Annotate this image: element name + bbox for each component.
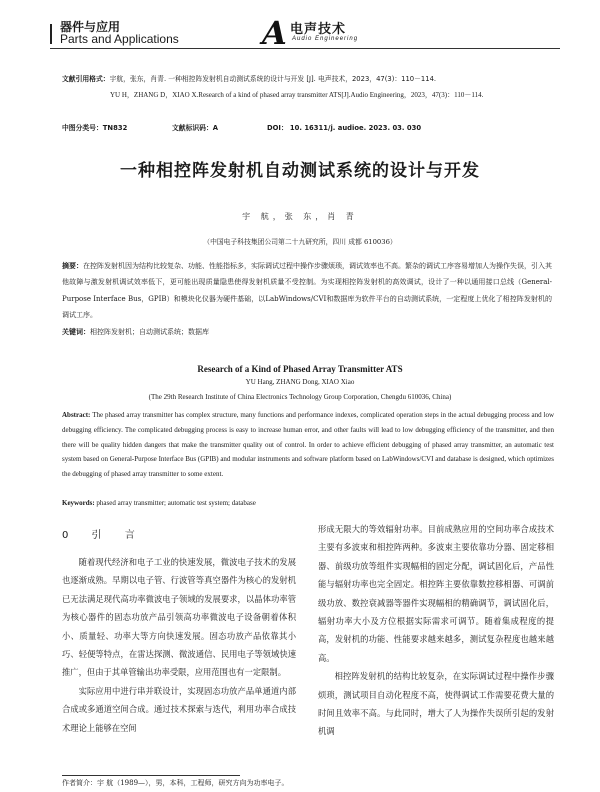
- citation-label: 文献引用格式：: [62, 75, 110, 83]
- paper-title-en: Research of a Kind of Phased Array Transmitter ATS: [197, 364, 403, 374]
- doi-value: 10. 16311/j. audioe. 2023. 03. 030: [289, 124, 422, 132]
- keywords-cn: [62, 327, 552, 337]
- body-column-right: [318, 520, 554, 741]
- journal-section-en: Parts and Applications: [60, 32, 179, 46]
- paragraph: 实际应用中进行串并联设计，实现固态功放产品单通道内部合成或多通道空间合成。通过技术探索与迭代，利用功率合成技术理论上能够在空间: [62, 685, 296, 733]
- affiliation-cn: （中国电子科技集团公司第二十九研究所，四川 成都 610036）: [203, 238, 397, 246]
- header-rule: [50, 48, 560, 49]
- section-heading-intro: 0 引 言: [62, 530, 145, 541]
- author-footnote: 作者简介：宇 航（1989—），男，本科，工程师，研究方向为功率电子。: [62, 779, 289, 787]
- abstract-label-cn: 摘要：: [62, 262, 83, 270]
- doc-code-value: A: [212, 124, 219, 132]
- clc-label: 中图分类号：: [62, 124, 103, 132]
- paragraph: 相控阵发射机的结构比较复杂，在实际调试过程中操作步骤烦琐，测试项目自动化程度不高，使得调试工作需要花费大量的时间且效率不高。与此同时，增大了人为操作失误所引起的发射机调: [318, 671, 554, 737]
- keywords-label-cn: 关键词：: [62, 328, 90, 336]
- citation-cn: [62, 72, 552, 86]
- abstract-text-en: The phased array transmitter has complex structure, many functions and performance indexes, complicated operation steps in the actual debugging process and low debugging efficiency. The complicated debugging process is easy to increase human error, and other faults will lead to low debugging efficiency of the transmitter, and then there will be quality hidden dangers that make the transmitter quality out of control. In order to achieve efficient debugging of phased array transmitter, an automatic test system based on General-Purpose Interface Bus (GPIB) and modular instruments and software platform based on LabWindows/CVI and database is designed, which optimizes the debugging of phased array transmitter to some extent.: [62, 411, 555, 479]
- journal-section-header: [50, 18, 210, 48]
- logo-letter: A: [262, 14, 287, 52]
- abstract-en: [62, 408, 554, 482]
- doc-code-label: 文献标识码：: [172, 124, 213, 132]
- footnote-rule: [62, 775, 240, 776]
- paragraph: 随着现代经济和电子工业的快速发展，微波电子技术的发展也逐渐成熟。早期以电子管、行波管等真空器件为核心的发射机已无法满足现代高功率微波电子领域的发展要求，以晶体功率管为核心器件的固态功放产品引领高功率微波电子设备朝着体积小、质量轻、功率大等方向快速发展。固态功放产品依靠其小巧、轻便等特点，在雷达探测、微波通信、民用电子等领域快速推广，但由于其单管输出功率受限，应用范围也有一定限制。: [62, 557, 296, 678]
- abstract-text-cn: 在控阵发射机因为结构比较复杂、功能、性能指标多，实际调试过程中操作步骤烦琐，调试效率也不高。繁杂的调试工序容易增加人为操作失误，引入其他故障与激发射机调试效率低下，更可能出现质量隐患使得发射机质量不受控制。为实现相控阵发射机的高效调试，设计了一种以通用接口总线（General-Purpose Interface Bus，GPIB）和模块化仪器为硬件基础，以LabWindows/CVI和数据库为软件平台的自动测试系统，一定程度上优化了相控阵发射机的调试工序。: [62, 262, 552, 319]
- logo-title-en: Audio Engineering: [292, 36, 359, 42]
- abstract-label-en: Abstract:: [62, 411, 91, 419]
- keywords-text-cn: 相控阵发射机；自动测试系统；数据库: [90, 328, 209, 336]
- keywords-text-en: phased array transmitter; automatic test system; database: [96, 499, 256, 507]
- body-column-left: [62, 553, 296, 737]
- keywords-en: [62, 499, 554, 507]
- keywords-label-en: Keywords:: [62, 499, 95, 507]
- abstract-cn: [62, 258, 552, 323]
- authors-en: YU Hang, ZHANG Dong, XIAO Xiao: [245, 378, 355, 386]
- authors-cn: 宇 航，张 东，肖 青: [242, 212, 358, 221]
- logo-title-cn: 电声技术: [290, 22, 347, 37]
- header-bracket: [50, 24, 60, 44]
- affiliation-en: (The 29th Research Institute of China Electronics Technology Group Corporation, Chengdu 610036, China): [148, 393, 452, 401]
- journal-section-cn: 器件与应用: [60, 20, 121, 34]
- citation-text-en: YU H，ZHANG D，XIAO X.Research of a kind of phased array transmitter ATS[J].Audio Engineering，2023，47(3)：110－114.: [110, 91, 484, 99]
- citation-text-cn: 宇航，张东，肖青. 一种相控阵发射机自动测试系统的设计与开发 [J]. 电声技术，2023，47(3)：110－114.: [109, 75, 437, 83]
- paper-title-cn: 一种相控阵发射机自动测试系统的设计与开发: [120, 161, 480, 181]
- journal-logo: [262, 14, 392, 52]
- clc-value: TN832: [102, 124, 128, 132]
- paragraph: 形成无限大的等效辐射功率。目前成熟应用的空间功率合成技术主要有多波束和相控阵两种。多波束主要依靠功分器、固定移相器、前级功放等组件实现幅相的固定分配，调试固化后，产品性能与辐射功率也完全固定。相控阵主要依靠数控移相器、可调前级功放、数控衰减器等器件实现幅相的精确调节，调试固化后，辐射功率大小及方位根据实际需求可调节。随着集成程度的提高，发射机的功能、性能要求越来越多，测试复杂程度也越来越高。: [318, 524, 554, 663]
- doi-label: DOI：: [267, 124, 288, 132]
